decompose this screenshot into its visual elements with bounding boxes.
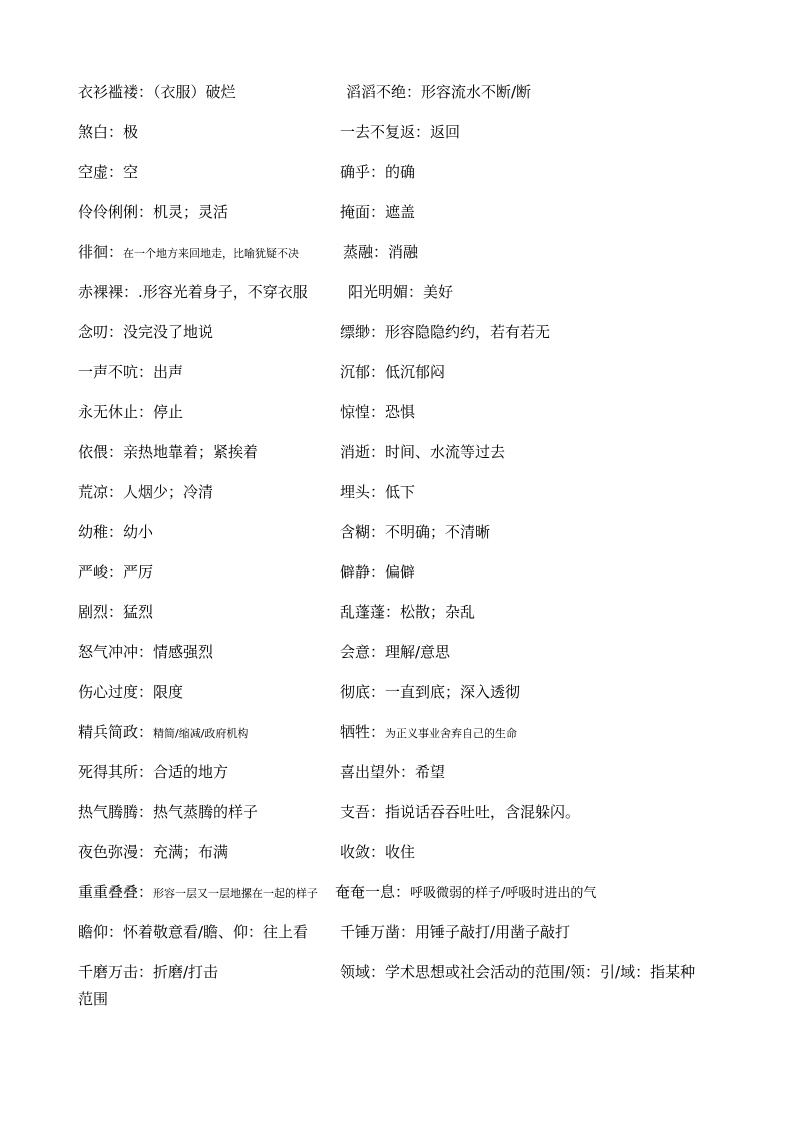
entry-right: 含糊：不明确；不清晰 (340, 523, 491, 541)
entry-right: 埋头：低下 (340, 483, 416, 501)
entry-left: 念叨：没完没了地说 (78, 323, 214, 341)
entry-right: 阳光明媚：美好 (348, 283, 454, 301)
entry-right: 收敛：收住 (340, 843, 416, 861)
entry-right: 彻底：一直到底；深入透彻 (340, 683, 521, 701)
entry-left: 热气腾腾：热气蒸腾的样子 (78, 803, 259, 821)
entry-definition: 在一个地方来回地走，比喻犹疑不决 (123, 247, 300, 260)
entry-right: 僻静：偏僻 (340, 563, 416, 581)
entry-left: 煞白：极 (78, 123, 139, 141)
entry-left: 死得其所：合适的地方 (78, 763, 229, 781)
entry-left: 幼稚：幼小 (78, 523, 154, 541)
entry-right: 乱蓬蓬：松散；杂乱 (340, 603, 476, 621)
entry-definition: 精简/缩减/政府机构 (153, 727, 249, 740)
entry-left: 怒气冲冲：情感强烈 (78, 643, 214, 661)
entry-left: 依偎：亲热地靠着；紧挨着 (78, 443, 259, 461)
entry-term: 徘徊： (78, 243, 124, 261)
entry-left: 赤裸裸：.形容光着身子，不穿衣服 (78, 283, 308, 301)
entry-right: 滔滔不绝：形容流水不断/断 (346, 83, 532, 101)
entry-right: 支吾：指说话吞吞吐吐，含混躲闪。 (340, 803, 581, 821)
entry-continuation: 范围 (78, 990, 109, 1008)
entry-left: 千磨万击：折磨/打击 (78, 963, 219, 981)
entry-left: 衣衫褴褛：（衣服）破烂 (78, 83, 236, 101)
entry-term: 重重叠叠： (78, 883, 154, 901)
entry-right: 喜出望外：希望 (340, 763, 446, 781)
entry-left: 瞻仰：怀着敬意看/瞻、仰：往上看 (78, 923, 309, 941)
entry-right: 千锤万凿：用锤子敲打/用凿子敲打 (340, 923, 571, 941)
entry-left: 严峻：严厉 (78, 563, 154, 581)
entry-definition: 为正义事业舍弃自己的生命 (385, 727, 518, 740)
entry-left: 空虚：空 (78, 163, 139, 181)
entry-term: 牺牲： (340, 723, 386, 741)
entry-left: 永无休止：停止 (78, 403, 184, 421)
entry-definition: 形容一层又一层地摞在一起的样子 (153, 887, 319, 900)
entry-left: 夜色弥漫：充满；布满 (78, 843, 229, 861)
entry-right: 领域：学术思想或社会活动的范围/领：引/域：指某种 (340, 963, 696, 981)
entry-right: 沉郁：低沉郁闷 (340, 363, 446, 381)
entry-left: 一声不吭：出声 (78, 363, 184, 381)
entry-term: 奄奄一息： (335, 883, 411, 901)
entry-right: 确乎：的确 (340, 163, 416, 181)
entry-definition: 呼吸微弱的样子/呼吸时进出的气 (410, 886, 597, 901)
entry-right: 掩面：遮盖 (340, 203, 416, 221)
entry-left: 伶伶俐俐：机灵；灵活 (78, 203, 229, 221)
entry-left (78, 242, 299, 264)
entry-left: 剧烈：猛烈 (78, 603, 154, 621)
entry-right: 惊惶：恐惧 (340, 403, 416, 421)
entry-left: 荒凉：人烟少；冷清 (78, 483, 214, 501)
entry-right: 消逝：时间、水流等过去 (340, 443, 506, 461)
entry-right (335, 882, 596, 904)
entry-right: 缥缈：形容隐隐约约，若有若无 (340, 323, 551, 341)
entry-right: 一去不复返：返回 (340, 123, 461, 141)
entry-right: 会意：理解/意思 (340, 643, 451, 661)
entry-term: 精兵简政： (78, 723, 154, 741)
entry-right (340, 722, 517, 744)
entry-right: 蒸融：消融 (343, 243, 419, 261)
entry-left (78, 722, 248, 744)
entry-left (78, 882, 318, 904)
entry-left: 伤心过度：限度 (78, 683, 184, 701)
